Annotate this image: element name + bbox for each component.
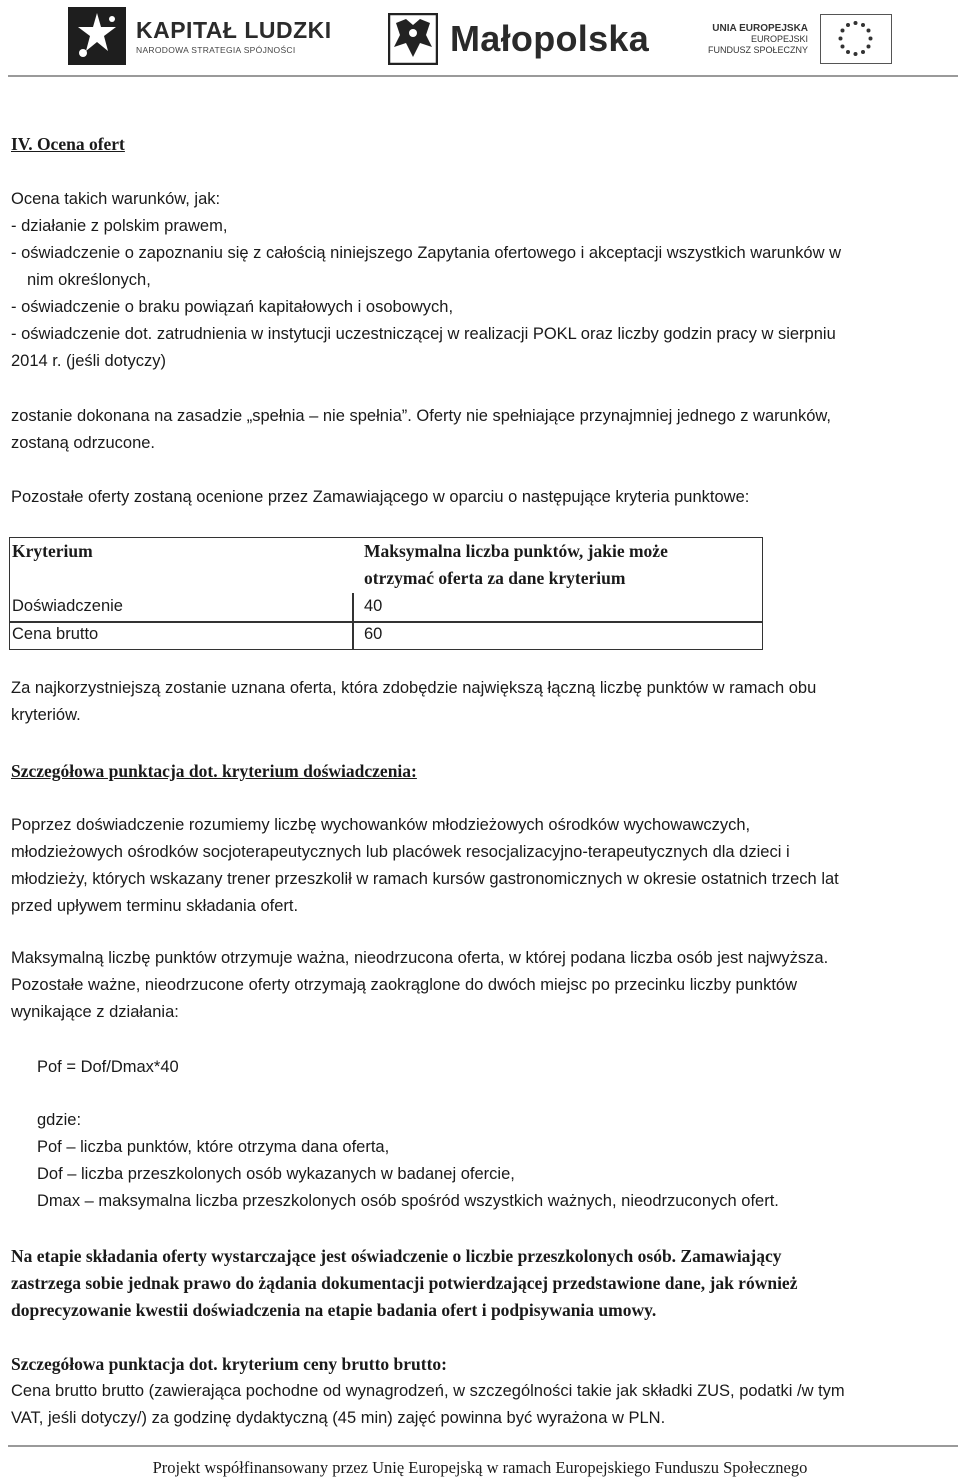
experience-definition-line: młodzieży, których wskazany trener przeszkolił w ramach kursów gastronomicznych w okresie ostatnich trzech lat: [11, 870, 839, 888]
eu-logo: [708, 14, 892, 64]
header-divider: [8, 75, 958, 77]
criteria-row-name: Doświadczenie: [12, 597, 123, 615]
page-footer: Projekt współfinansowany przez Unię Europejską w ramach Europejskiego Funduszu Społecznego: [152, 1458, 808, 1477]
criteria-row-divider: [10, 621, 762, 623]
experience-note-line: zastrzega sobie jednak prawo do żądania dokumentacji potwierdzającej przedstawione dane, jak również: [11, 1273, 798, 1293]
criteria-column-divider: [352, 593, 354, 650]
eu-flag-icon: [820, 14, 892, 64]
malopolska-name: Małopolska: [450, 18, 650, 59]
winner-line: Za najkorzystniejszą zostanie uznana oferta, która zdobędzie największą łączną liczbę punktów w ramach obu: [11, 679, 817, 697]
experience-note-line: Na etapie składania oferty wystarczające jest oświadczenie o liczbie przeszkolonych osób. Zamawiający: [11, 1246, 782, 1266]
criteria-header-points-line2: otrzymać oferta za dane kryterium: [364, 568, 626, 588]
condition-line: 2014 r. (jeśli dotyczy): [11, 352, 166, 370]
criteria-row-points: 40: [364, 597, 383, 615]
condition-line: - działanie z polskim prawem,: [11, 217, 228, 235]
criteria-header-points-line1: Maksymalna liczba punktów, jakie może: [364, 541, 668, 561]
formula: Pof = Dof/Dmax*40: [37, 1058, 179, 1076]
experience-scoring-line: wynikające z działania:: [11, 1003, 179, 1021]
criteria-row-points: 60: [364, 625, 383, 643]
kapital-ludzki-title: KAPITAŁ LUDZKI: [136, 17, 332, 43]
kapital-ludzki-emblem-icon: [68, 7, 126, 65]
section-heading: IV. Ocena ofert: [11, 134, 125, 154]
malopolska-logo: [388, 12, 649, 66]
price-line: Cena brutto brutto (zawierająca pochodne od wynagrodzeń, w szczególności takie jak składki ZUS, podatki /w tym: [11, 1382, 845, 1400]
condition-line: - oświadczenie o braku powiązań kapitałowych i osobowych,: [11, 298, 454, 316]
conditions-intro: Ocena takich warunków, jak:: [11, 190, 221, 208]
experience-note-line: doprecyzowanie kwestii doświadczenia na etapie badania ofert i podpisywania umowy.: [11, 1300, 657, 1320]
price-heading: Szczegółowa punktacja dot. kryterium ceny brutto brutto:: [11, 1354, 447, 1374]
experience-definition-line: Poprzez doświadczenie rozumiemy liczbę wychowanków młodzieżowych ośrodków wychowawczych,: [11, 816, 751, 834]
eu-logo-text: [708, 23, 808, 56]
condition-line: - oświadczenie o zapoznaniu się z całością niniejszego Zapytania ofertowego i akceptacji wszystkich warunków w: [11, 244, 841, 262]
page-header: [0, 0, 960, 75]
kapital-ludzki-logo: [68, 6, 332, 66]
experience-scoring-line: Maksymalną liczbę punktów otrzymuje ważna, nieodrzucona oferta, w której podana liczba osób jest najwyższa.: [11, 949, 829, 967]
legend-line: Pof – liczba punktów, które otrzyma dana oferta,: [37, 1138, 390, 1156]
legend-label: gdzie:: [37, 1111, 82, 1129]
winner-line: kryteriów.: [11, 706, 81, 724]
price-line: VAT, jeśli dotyczy/) za godzinę dydaktyczną (45 min) zajęć powinna być wyrażona w PLN.: [11, 1409, 666, 1427]
experience-definition-line: przed upływem terminu składania ofert.: [11, 897, 299, 915]
criteria-header-name: Kryterium: [12, 541, 93, 561]
eu-line-3: FUNDUSZ SPOŁECZNY: [708, 44, 809, 55]
footer-divider: [8, 1445, 958, 1447]
kapital-ludzki-subtitle: NARODOWA STRATEGIA SPÓJNOŚCI: [136, 45, 296, 55]
condition-line: - oświadczenie dot. zatrudnienia w instytucji uczestniczącej w realizacji POKL oraz liczby godzin pracy w sierpniu: [11, 325, 836, 343]
legend-line: Dmax – maksymalna liczba przeszkolonych osób spośród wszystkich ważnych, nieodrzuconych ofert.: [37, 1192, 779, 1210]
assessment-line: zostaną odrzucone.: [11, 434, 156, 452]
experience-definition-line: młodzieżowych ośrodków socjoterapeutycznych lub placówek resocjalizacyjno-terapeutycznych dla dzieci i: [11, 843, 790, 861]
experience-heading: Szczegółowa punktacja dot. kryterium doświadczenia:: [11, 761, 417, 781]
legend-line: Dof – liczba przeszkolonych osób wykazanych w badanej ofercie,: [37, 1165, 515, 1183]
points-intro: Pozostałe oferty zostaną ocenione przez Zamawiającego w oparciu o następujące kryteria punktowe:: [11, 488, 750, 506]
assessment-line: zostanie dokonana na zasadzie „spełnia – nie spełnia”. Oferty nie spełniające przynajmniej jednego z warunków,: [11, 407, 831, 425]
eu-line-1: UNIA EUROPEJSKA: [712, 22, 809, 34]
malopolska-crest-icon: [388, 13, 438, 65]
experience-scoring-line: Pozostałe ważne, nieodrzucone oferty otrzymają zaokrąglone do dwóch miejsc po przecinku liczby punktów: [11, 976, 797, 994]
condition-line: nim określonych,: [27, 271, 151, 289]
eu-line-2: EUROPEJSKI: [751, 33, 809, 44]
criteria-row-name: Cena brutto: [12, 625, 99, 643]
criteria-table: [9, 537, 763, 650]
